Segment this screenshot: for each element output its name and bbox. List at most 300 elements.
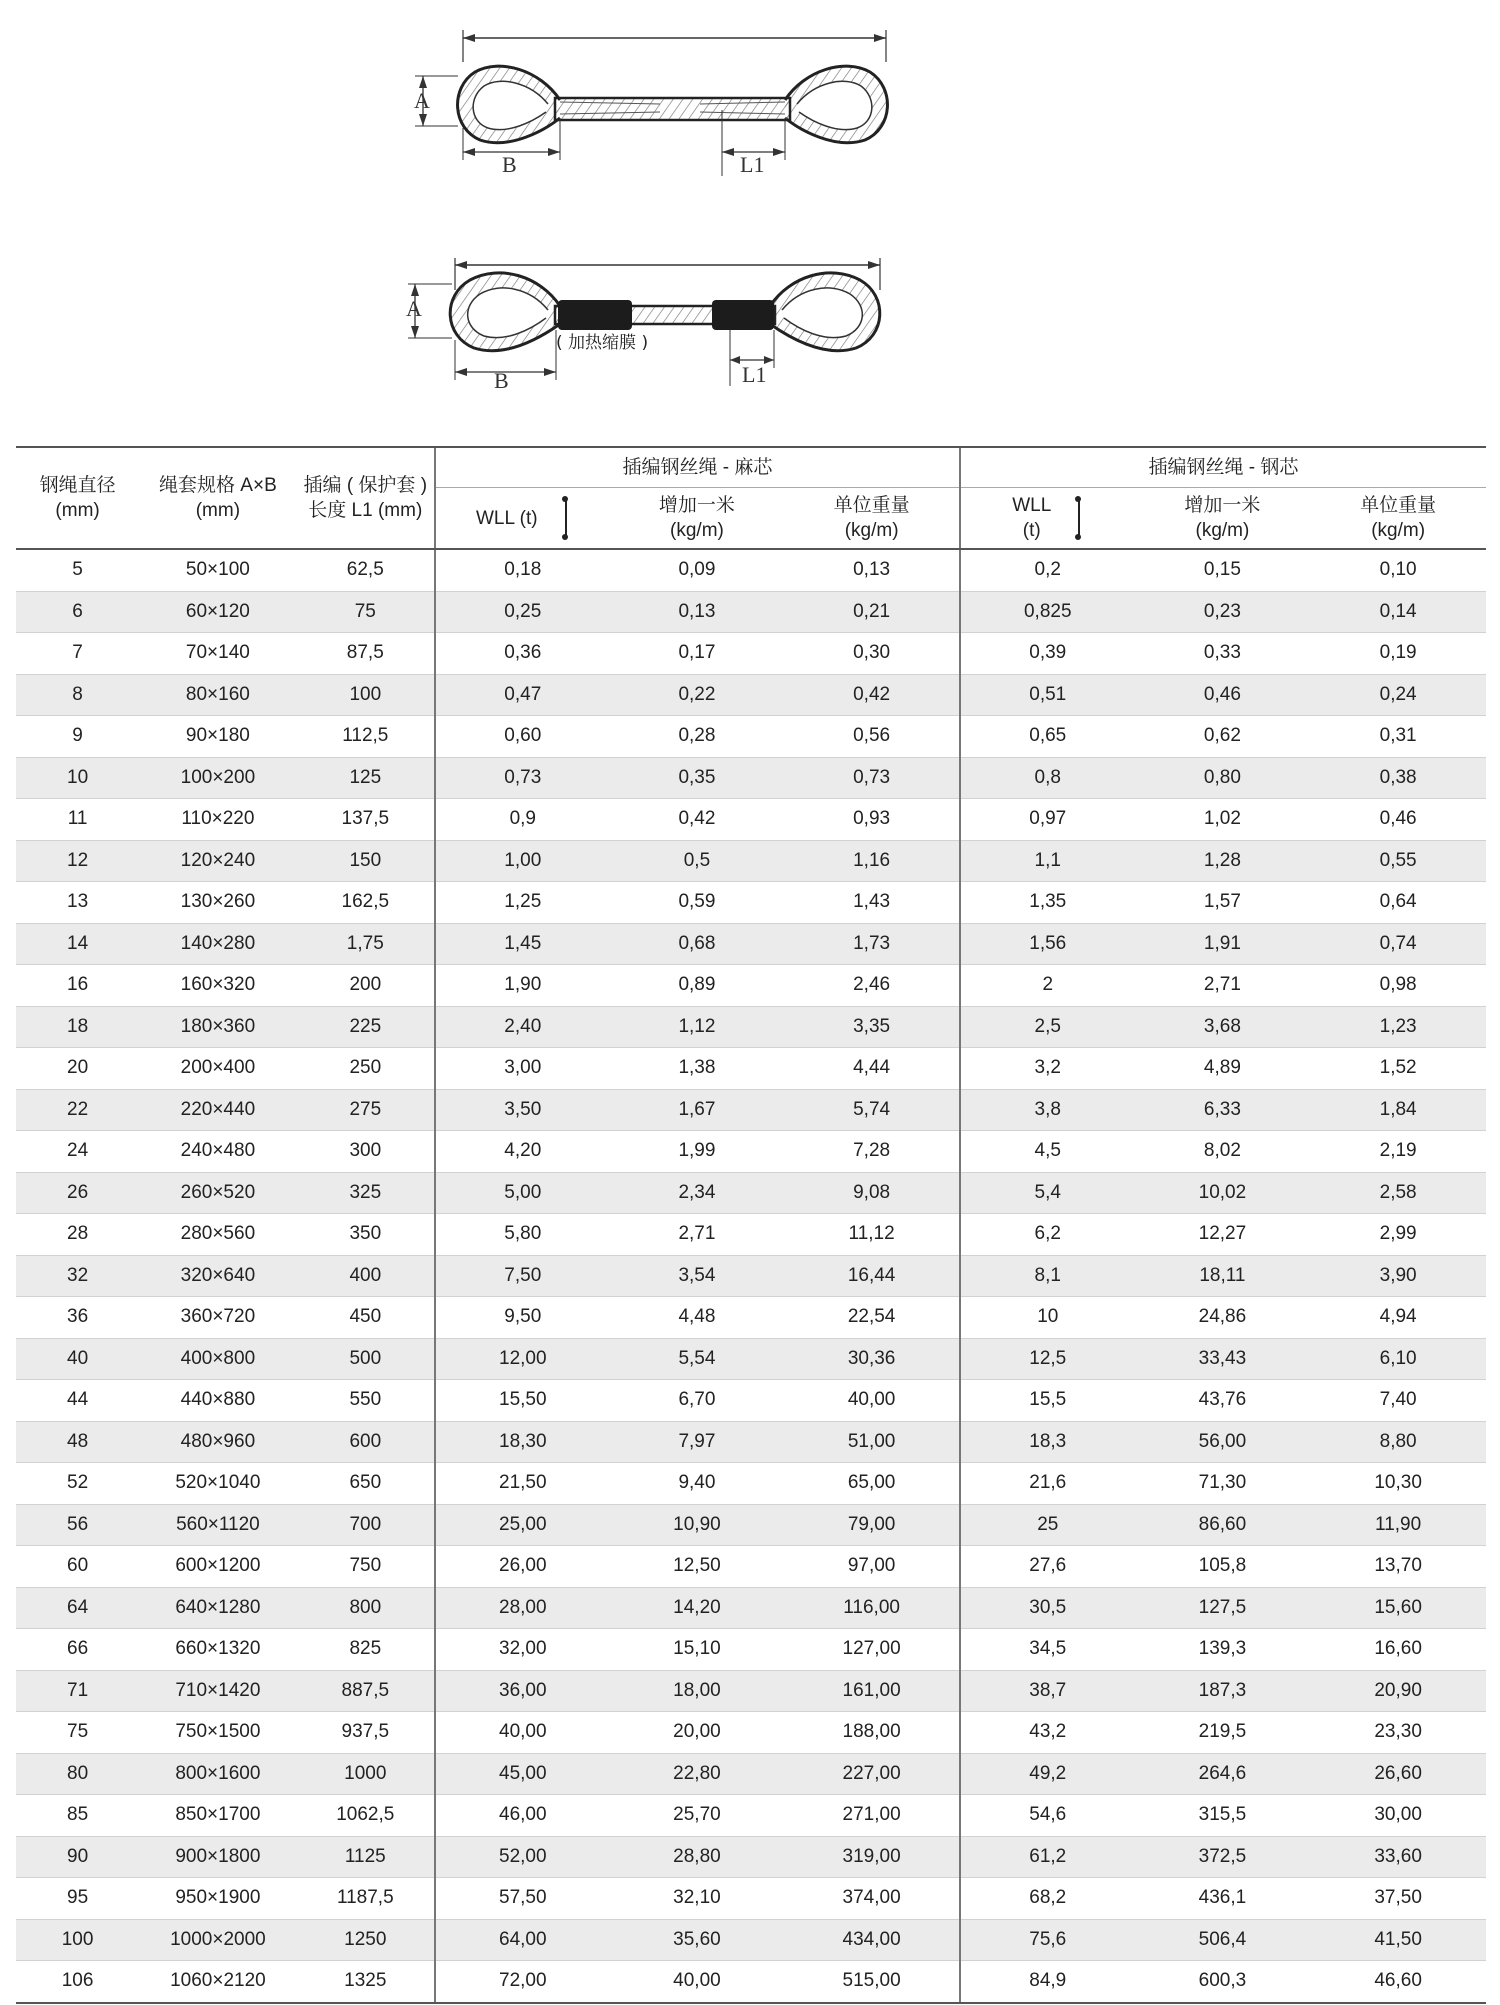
cell-wll-fiber: 0,25 xyxy=(435,591,610,633)
cell-add-weight-fiber: 7,97 xyxy=(610,1421,785,1463)
cell-unit-weight-steel: 23,30 xyxy=(1310,1712,1486,1754)
cell-add-weight-fiber: 0,42 xyxy=(610,799,785,841)
cell-add-weight-fiber: 35,60 xyxy=(610,1919,785,1961)
cell-wll-fiber: 52,00 xyxy=(435,1836,610,1878)
cell-diameter: 22 xyxy=(16,1089,139,1131)
cell-diameter: 75 xyxy=(16,1712,139,1754)
cell-eye-size: 60×120 xyxy=(139,591,296,633)
cell-diameter: 11 xyxy=(16,799,139,841)
cell-wll-fiber: 1,25 xyxy=(435,882,610,924)
cell-diameter: 26 xyxy=(16,1172,139,1214)
cell-wll-fiber: 28,00 xyxy=(435,1587,610,1629)
cell-diameter: 85 xyxy=(16,1795,139,1837)
cell-eye-size: 50×100 xyxy=(139,549,296,591)
cell-unit-weight-steel: 8,80 xyxy=(1310,1421,1486,1463)
cell-add-weight-steel: 3,68 xyxy=(1135,1006,1311,1048)
cell-add-weight-steel: 86,60 xyxy=(1135,1504,1311,1546)
dim-label-a: A xyxy=(406,296,422,321)
table-row xyxy=(16,1338,1486,1380)
cell-wll-steel: 0,97 xyxy=(960,799,1135,841)
cell-wll-steel: 3,8 xyxy=(960,1089,1135,1131)
cell-unit-weight-steel: 13,70 xyxy=(1310,1546,1486,1588)
table-row xyxy=(16,633,1486,675)
cell-add-weight-fiber: 1,99 xyxy=(610,1131,785,1173)
cell-eye-size: 640×1280 xyxy=(139,1587,296,1629)
table-row xyxy=(16,757,1486,799)
cell-unit-weight-fiber: 5,74 xyxy=(784,1089,960,1131)
cell-add-weight-fiber: 1,67 xyxy=(610,1089,785,1131)
cell-diameter: 5 xyxy=(16,549,139,591)
cell-unit-weight-steel: 16,60 xyxy=(1310,1629,1486,1671)
cell-add-weight-fiber: 10,90 xyxy=(610,1504,785,1546)
cell-unit-weight-fiber: 7,28 xyxy=(784,1131,960,1173)
table-row xyxy=(16,1089,1486,1131)
cell-splice-length: 887,5 xyxy=(297,1670,435,1712)
cell-unit-weight-steel: 26,60 xyxy=(1310,1753,1486,1795)
cell-splice-length: 112,5 xyxy=(297,716,435,758)
cell-splice-length: 825 xyxy=(297,1629,435,1671)
cell-wll-steel: 0,51 xyxy=(960,674,1135,716)
cell-add-weight-steel: 127,5 xyxy=(1135,1587,1311,1629)
cell-unit-weight-fiber: 0,30 xyxy=(784,633,960,675)
cell-wll-fiber: 0,47 xyxy=(435,674,610,716)
cell-wll-fiber: 0,73 xyxy=(435,757,610,799)
cell-unit-weight-fiber: 30,36 xyxy=(784,1338,960,1380)
cell-unit-weight-fiber: 22,54 xyxy=(784,1297,960,1339)
cell-splice-length: 650 xyxy=(297,1463,435,1505)
cell-add-weight-steel: 33,43 xyxy=(1135,1338,1311,1380)
table-row xyxy=(16,1297,1486,1339)
cell-unit-weight-steel: 20,90 xyxy=(1310,1670,1486,1712)
cell-wll-fiber: 32,00 xyxy=(435,1629,610,1671)
cell-eye-size: 560×1120 xyxy=(139,1504,296,1546)
cell-unit-weight-fiber: 97,00 xyxy=(784,1546,960,1588)
cell-add-weight-steel: 0,46 xyxy=(1135,674,1311,716)
cell-splice-length: 450 xyxy=(297,1297,435,1339)
dim-label-b: B xyxy=(494,368,509,393)
cell-add-weight-steel: 372,5 xyxy=(1135,1836,1311,1878)
cell-splice-length: 162,5 xyxy=(297,882,435,924)
cell-unit-weight-steel: 11,90 xyxy=(1310,1504,1486,1546)
cell-eye-size: 850×1700 xyxy=(139,1795,296,1837)
sling-upper xyxy=(415,30,887,176)
cell-diameter: 60 xyxy=(16,1546,139,1588)
cell-wll-fiber: 18,30 xyxy=(435,1421,610,1463)
cell-diameter: 16 xyxy=(16,965,139,1007)
cell-add-weight-fiber: 0,68 xyxy=(610,923,785,965)
cell-eye-size: 160×320 xyxy=(139,965,296,1007)
sling-diagrams xyxy=(0,0,1500,440)
table-row xyxy=(16,1380,1486,1422)
cell-wll-fiber: 3,50 xyxy=(435,1089,610,1131)
cell-eye-size: 320×640 xyxy=(139,1255,296,1297)
cell-unit-weight-steel: 1,84 xyxy=(1310,1089,1486,1131)
cell-diameter: 28 xyxy=(16,1214,139,1256)
cell-unit-weight-steel: 0,38 xyxy=(1310,757,1486,799)
cell-eye-size: 100×200 xyxy=(139,757,296,799)
cell-eye-size: 480×960 xyxy=(139,1421,296,1463)
cell-splice-length: 550 xyxy=(297,1380,435,1422)
cell-wll-steel: 0,39 xyxy=(960,633,1135,675)
cell-wll-steel: 4,5 xyxy=(960,1131,1135,1173)
table-row xyxy=(16,1670,1486,1712)
cell-unit-weight-steel: 0,19 xyxy=(1310,633,1486,675)
cell-wll-fiber: 36,00 xyxy=(435,1670,610,1712)
cell-splice-length: 250 xyxy=(297,1048,435,1090)
table-row xyxy=(16,1836,1486,1878)
cell-wll-steel: 1,1 xyxy=(960,840,1135,882)
cell-add-weight-steel: 2,71 xyxy=(1135,965,1311,1007)
cell-unit-weight-fiber: 434,00 xyxy=(784,1919,960,1961)
cell-eye-size: 70×140 xyxy=(139,633,296,675)
cell-add-weight-fiber: 25,70 xyxy=(610,1795,785,1837)
cell-wll-steel: 5,4 xyxy=(960,1172,1135,1214)
cell-unit-weight-steel: 0,46 xyxy=(1310,799,1486,841)
cell-unit-weight-fiber: 0,42 xyxy=(784,674,960,716)
cell-add-weight-steel: 1,02 xyxy=(1135,799,1311,841)
cell-add-weight-fiber: 0,89 xyxy=(610,965,785,1007)
cell-wll-fiber: 0,18 xyxy=(435,549,610,591)
cell-splice-length: 150 xyxy=(297,840,435,882)
cell-diameter: 52 xyxy=(16,1463,139,1505)
table-row xyxy=(16,1878,1486,1920)
cell-wll-steel: 30,5 xyxy=(960,1587,1135,1629)
cell-wll-steel: 43,2 xyxy=(960,1712,1135,1754)
cell-wll-fiber: 1,00 xyxy=(435,840,610,882)
cell-add-weight-steel: 187,3 xyxy=(1135,1670,1311,1712)
cell-eye-size: 140×280 xyxy=(139,923,296,965)
cell-add-weight-steel: 436,1 xyxy=(1135,1878,1311,1920)
cell-diameter: 32 xyxy=(16,1255,139,1297)
cell-unit-weight-steel: 41,50 xyxy=(1310,1919,1486,1961)
cell-add-weight-steel: 600,3 xyxy=(1135,1961,1311,2003)
wll-bar-icon xyxy=(562,496,570,540)
cell-diameter: 18 xyxy=(16,1006,139,1048)
cell-eye-size: 1060×2120 xyxy=(139,1961,296,2003)
cell-splice-length: 300 xyxy=(297,1131,435,1173)
cell-add-weight-fiber: 6,70 xyxy=(610,1380,785,1422)
cell-splice-length: 750 xyxy=(297,1546,435,1588)
cell-wll-steel: 54,6 xyxy=(960,1795,1135,1837)
table-row xyxy=(16,1463,1486,1505)
cell-eye-size: 360×720 xyxy=(139,1297,296,1339)
cell-unit-weight-steel: 1,23 xyxy=(1310,1006,1486,1048)
cell-unit-weight-steel: 15,60 xyxy=(1310,1587,1486,1629)
cell-wll-fiber: 21,50 xyxy=(435,1463,610,1505)
header-add-weight-steel: 增加一米 (kg/m) xyxy=(1135,488,1311,550)
cell-eye-size: 440×880 xyxy=(139,1380,296,1422)
cell-unit-weight-fiber: 271,00 xyxy=(784,1795,960,1837)
cell-wll-steel: 1,56 xyxy=(960,923,1135,965)
cell-wll-steel: 75,6 xyxy=(960,1919,1135,1961)
cell-splice-length: 225 xyxy=(297,1006,435,1048)
table-row xyxy=(16,1712,1486,1754)
cell-eye-size: 750×1500 xyxy=(139,1712,296,1754)
cell-wll-fiber: 64,00 xyxy=(435,1919,610,1961)
cell-unit-weight-steel: 0,10 xyxy=(1310,549,1486,591)
table-row xyxy=(16,1629,1486,1671)
table-row xyxy=(16,1172,1486,1214)
cell-wll-steel: 38,7 xyxy=(960,1670,1135,1712)
cell-diameter: 66 xyxy=(16,1629,139,1671)
cell-unit-weight-fiber: 161,00 xyxy=(784,1670,960,1712)
cell-diameter: 13 xyxy=(16,882,139,924)
cell-eye-size: 600×1200 xyxy=(139,1546,296,1588)
header-unit-weight-steel: 单位重量 (kg/m) xyxy=(1310,488,1486,550)
cell-add-weight-fiber: 5,54 xyxy=(610,1338,785,1380)
wll-bar-icon xyxy=(1075,496,1083,540)
cell-diameter: 71 xyxy=(16,1670,139,1712)
cell-wll-steel: 49,2 xyxy=(960,1753,1135,1795)
cell-wll-fiber: 1,90 xyxy=(435,965,610,1007)
cell-add-weight-fiber: 0,28 xyxy=(610,716,785,758)
table-row xyxy=(16,1795,1486,1837)
table-row xyxy=(16,1919,1486,1961)
cell-diameter: 100 xyxy=(16,1919,139,1961)
cell-eye-size: 130×260 xyxy=(139,882,296,924)
cell-add-weight-fiber: 22,80 xyxy=(610,1753,785,1795)
cell-add-weight-steel: 56,00 xyxy=(1135,1421,1311,1463)
cell-add-weight-fiber: 4,48 xyxy=(610,1297,785,1339)
cell-add-weight-steel: 24,86 xyxy=(1135,1297,1311,1339)
dim-label-b: B xyxy=(502,152,517,177)
cell-splice-length: 1250 xyxy=(297,1919,435,1961)
cell-add-weight-steel: 264,6 xyxy=(1135,1753,1311,1795)
cell-wll-fiber: 4,20 xyxy=(435,1131,610,1173)
header-unit-weight-fiber: 单位重量 (kg/m) xyxy=(784,488,960,550)
cell-unit-weight-fiber: 4,44 xyxy=(784,1048,960,1090)
cell-add-weight-fiber: 15,10 xyxy=(610,1629,785,1671)
cell-splice-length: 1325 xyxy=(297,1961,435,2003)
cell-add-weight-fiber: 0,17 xyxy=(610,633,785,675)
cell-add-weight-steel: 10,02 xyxy=(1135,1172,1311,1214)
cell-wll-steel: 34,5 xyxy=(960,1629,1135,1671)
cell-wll-fiber: 15,50 xyxy=(435,1380,610,1422)
cell-eye-size: 900×1800 xyxy=(139,1836,296,1878)
cell-eye-size: 660×1320 xyxy=(139,1629,296,1671)
cell-splice-length: 325 xyxy=(297,1172,435,1214)
cell-wll-steel: 10 xyxy=(960,1297,1135,1339)
cell-unit-weight-steel: 30,00 xyxy=(1310,1795,1486,1837)
cell-add-weight-steel: 139,3 xyxy=(1135,1629,1311,1671)
cell-eye-size: 220×440 xyxy=(139,1089,296,1131)
cell-splice-length: 275 xyxy=(297,1089,435,1131)
cell-splice-length: 937,5 xyxy=(297,1712,435,1754)
cell-diameter: 12 xyxy=(16,840,139,882)
cell-wll-steel: 2 xyxy=(960,965,1135,1007)
table-row xyxy=(16,965,1486,1007)
cell-splice-length: 87,5 xyxy=(297,633,435,675)
cell-wll-fiber: 26,00 xyxy=(435,1546,610,1588)
table-row xyxy=(16,1587,1486,1629)
cell-eye-size: 260×520 xyxy=(139,1172,296,1214)
cell-unit-weight-steel: 0,55 xyxy=(1310,840,1486,882)
cell-wll-fiber: 25,00 xyxy=(435,1504,610,1546)
table-row xyxy=(16,840,1486,882)
cell-wll-fiber: 2,40 xyxy=(435,1006,610,1048)
cell-wll-steel: 0,2 xyxy=(960,549,1135,591)
cell-unit-weight-steel: 1,52 xyxy=(1310,1048,1486,1090)
cell-wll-steel: 0,8 xyxy=(960,757,1135,799)
cell-add-weight-fiber: 20,00 xyxy=(610,1712,785,1754)
cell-splice-length: 1000 xyxy=(297,1753,435,1795)
cell-wll-steel: 8,1 xyxy=(960,1255,1135,1297)
header-group-fiber-core: 插编钢丝绳 - 麻芯 xyxy=(435,447,960,488)
cell-wll-fiber: 5,80 xyxy=(435,1214,610,1256)
cell-add-weight-steel: 1,91 xyxy=(1135,923,1311,965)
table-row xyxy=(16,1961,1486,2003)
cell-add-weight-fiber: 18,00 xyxy=(610,1670,785,1712)
cell-wll-fiber: 5,00 xyxy=(435,1172,610,1214)
cell-diameter: 20 xyxy=(16,1048,139,1090)
cell-unit-weight-fiber: 374,00 xyxy=(784,1878,960,1920)
cell-unit-weight-fiber: 51,00 xyxy=(784,1421,960,1463)
cell-wll-steel: 2,5 xyxy=(960,1006,1135,1048)
table-row xyxy=(16,1421,1486,1463)
cell-splice-length: 137,5 xyxy=(297,799,435,841)
cell-diameter: 36 xyxy=(16,1297,139,1339)
cell-unit-weight-steel: 2,58 xyxy=(1310,1172,1486,1214)
cell-unit-weight-fiber: 319,00 xyxy=(784,1836,960,1878)
cell-wll-fiber: 0,9 xyxy=(435,799,610,841)
cell-add-weight-steel: 8,02 xyxy=(1135,1131,1311,1173)
cell-splice-length: 1125 xyxy=(297,1836,435,1878)
cell-unit-weight-steel: 37,50 xyxy=(1310,1878,1486,1920)
cell-unit-weight-fiber: 116,00 xyxy=(784,1587,960,1629)
cell-unit-weight-fiber: 9,08 xyxy=(784,1172,960,1214)
cell-eye-size: 200×400 xyxy=(139,1048,296,1090)
header-group-steel-core: 插编钢丝绳 - 钢芯 xyxy=(960,447,1486,488)
cell-unit-weight-fiber: 0,21 xyxy=(784,591,960,633)
cell-wll-steel: 25 xyxy=(960,1504,1135,1546)
table-row xyxy=(16,1214,1486,1256)
cell-unit-weight-fiber: 0,13 xyxy=(784,549,960,591)
table-row xyxy=(16,1048,1486,1090)
cell-add-weight-fiber: 14,20 xyxy=(610,1587,785,1629)
cell-unit-weight-fiber: 227,00 xyxy=(784,1753,960,1795)
cell-diameter: 95 xyxy=(16,1878,139,1920)
cell-diameter: 56 xyxy=(16,1504,139,1546)
cell-wll-steel: 6,2 xyxy=(960,1214,1135,1256)
cell-splice-length: 100 xyxy=(297,674,435,716)
cell-add-weight-fiber: 0,59 xyxy=(610,882,785,924)
cell-unit-weight-steel: 6,10 xyxy=(1310,1338,1486,1380)
cell-wll-fiber: 72,00 xyxy=(435,1961,610,2003)
cell-unit-weight-steel: 0,24 xyxy=(1310,674,1486,716)
cell-splice-length: 600 xyxy=(297,1421,435,1463)
cell-splice-length: 800 xyxy=(297,1587,435,1629)
cell-unit-weight-steel: 3,90 xyxy=(1310,1255,1486,1297)
spec-table-body xyxy=(16,549,1486,2003)
cell-wll-fiber: 45,00 xyxy=(435,1753,610,1795)
cell-unit-weight-fiber: 0,93 xyxy=(784,799,960,841)
cell-splice-length: 1187,5 xyxy=(297,1878,435,1920)
cell-unit-weight-steel: 0,64 xyxy=(1310,882,1486,924)
cell-unit-weight-steel: 0,98 xyxy=(1310,965,1486,1007)
cell-eye-size: 710×1420 xyxy=(139,1670,296,1712)
cell-wll-steel: 68,2 xyxy=(960,1878,1135,1920)
cell-diameter: 80 xyxy=(16,1753,139,1795)
table-row xyxy=(16,1255,1486,1297)
cell-unit-weight-steel: 7,40 xyxy=(1310,1380,1486,1422)
cell-splice-length: 1062,5 xyxy=(297,1795,435,1837)
cell-diameter: 14 xyxy=(16,923,139,965)
cell-unit-weight-fiber: 127,00 xyxy=(784,1629,960,1671)
spec-table xyxy=(16,446,1486,2004)
cell-eye-size: 80×160 xyxy=(139,674,296,716)
cell-unit-weight-steel: 0,31 xyxy=(1310,716,1486,758)
cell-add-weight-steel: 105,8 xyxy=(1135,1546,1311,1588)
cell-eye-size: 180×360 xyxy=(139,1006,296,1048)
cell-add-weight-steel: 43,76 xyxy=(1135,1380,1311,1422)
cell-wll-steel: 61,2 xyxy=(960,1836,1135,1878)
header-add-weight-fiber: 增加一米 (kg/m) xyxy=(610,488,785,550)
cell-add-weight-fiber: 12,50 xyxy=(610,1546,785,1588)
cell-add-weight-steel: 0,80 xyxy=(1135,757,1311,799)
cell-diameter: 90 xyxy=(16,1836,139,1878)
cell-wll-steel: 18,3 xyxy=(960,1421,1135,1463)
cell-add-weight-fiber: 0,13 xyxy=(610,591,785,633)
cell-add-weight-steel: 0,23 xyxy=(1135,591,1311,633)
cell-unit-weight-fiber: 11,12 xyxy=(784,1214,960,1256)
table-row xyxy=(16,1131,1486,1173)
header-eye-size: 绳套规格 A×B (mm) xyxy=(139,447,296,549)
table-row xyxy=(16,1753,1486,1795)
cell-unit-weight-fiber: 40,00 xyxy=(784,1380,960,1422)
dim-label-a: A xyxy=(414,88,430,113)
cell-unit-weight-fiber: 3,35 xyxy=(784,1006,960,1048)
cell-unit-weight-fiber: 515,00 xyxy=(784,1961,960,2003)
cell-unit-weight-steel: 4,94 xyxy=(1310,1297,1486,1339)
table-row xyxy=(16,882,1486,924)
cell-add-weight-steel: 0,62 xyxy=(1135,716,1311,758)
cell-unit-weight-steel: 0,14 xyxy=(1310,591,1486,633)
cell-unit-weight-fiber: 2,46 xyxy=(784,965,960,1007)
cell-diameter: 48 xyxy=(16,1421,139,1463)
cell-add-weight-steel: 12,27 xyxy=(1135,1214,1311,1256)
cell-wll-fiber: 0,36 xyxy=(435,633,610,675)
cell-diameter: 40 xyxy=(16,1338,139,1380)
cell-unit-weight-fiber: 79,00 xyxy=(784,1504,960,1546)
cell-splice-length: 700 xyxy=(297,1504,435,1546)
cell-add-weight-fiber: 9,40 xyxy=(610,1463,785,1505)
cell-diameter: 64 xyxy=(16,1587,139,1629)
cell-wll-fiber: 46,00 xyxy=(435,1795,610,1837)
cell-add-weight-steel: 71,30 xyxy=(1135,1463,1311,1505)
cell-diameter: 10 xyxy=(16,757,139,799)
cell-unit-weight-fiber: 0,73 xyxy=(784,757,960,799)
cell-unit-weight-fiber: 65,00 xyxy=(784,1463,960,1505)
cell-unit-weight-steel: 2,99 xyxy=(1310,1214,1486,1256)
cell-unit-weight-fiber: 0,56 xyxy=(784,716,960,758)
header-wll-steel: WLL (t) xyxy=(960,488,1135,550)
header-wll-fiber: WLL (t) xyxy=(435,488,610,550)
cell-eye-size: 120×240 xyxy=(139,840,296,882)
cell-wll-fiber: 12,00 xyxy=(435,1338,610,1380)
cell-diameter: 7 xyxy=(16,633,139,675)
cell-wll-steel: 0,825 xyxy=(960,591,1135,633)
table-row xyxy=(16,549,1486,591)
cell-unit-weight-fiber: 1,16 xyxy=(784,840,960,882)
cell-unit-weight-steel: 2,19 xyxy=(1310,1131,1486,1173)
cell-eye-size: 110×220 xyxy=(139,799,296,841)
cell-add-weight-fiber: 0,35 xyxy=(610,757,785,799)
cell-wll-steel: 1,35 xyxy=(960,882,1135,924)
cell-unit-weight-steel: 33,60 xyxy=(1310,1836,1486,1878)
cell-unit-weight-steel: 0,74 xyxy=(1310,923,1486,965)
table-row xyxy=(16,923,1486,965)
cell-add-weight-steel: 18,11 xyxy=(1135,1255,1311,1297)
